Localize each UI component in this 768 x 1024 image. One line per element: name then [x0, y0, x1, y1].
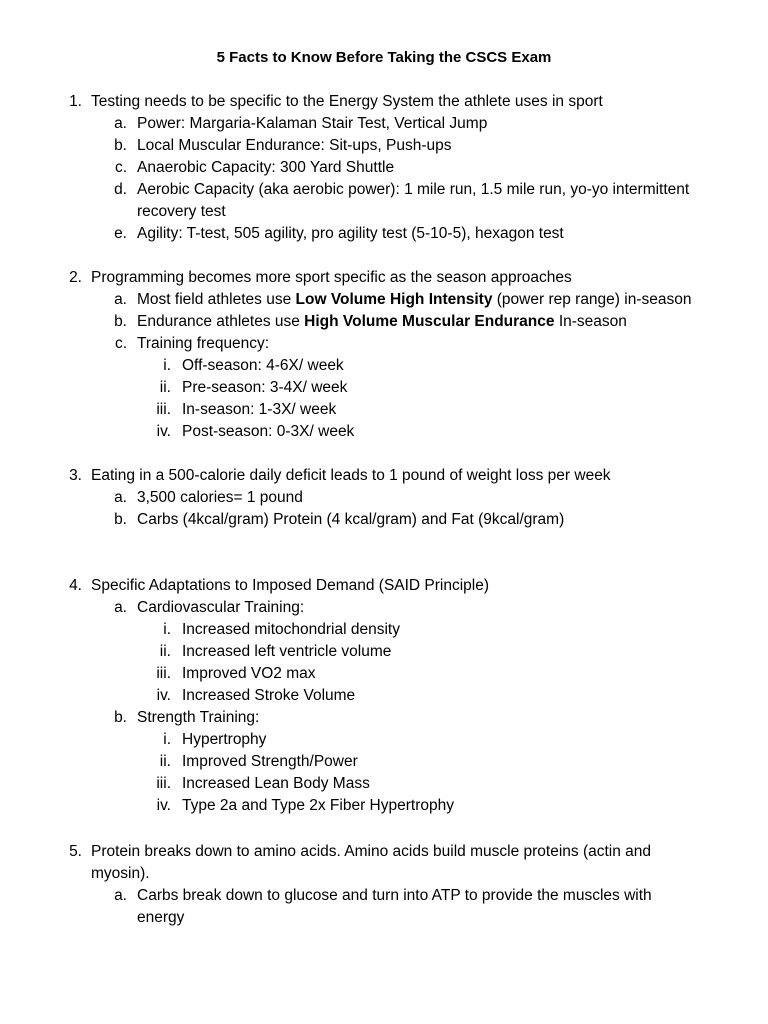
section-heading-label: 5.: [69, 843, 82, 860]
subitem-text: Hypertrophy: [182, 731, 267, 748]
item-text-cont: recovery test: [137, 203, 226, 220]
section-heading-label: 2.: [69, 269, 82, 286]
sub-list-item-label: i.: [163, 731, 171, 748]
subitem-text: Post-season: 0-3X/ week: [182, 423, 355, 440]
sub-list-item-label: i.: [163, 621, 171, 638]
item-text: Local Muscular Endurance: Sit-ups, Push-ups: [137, 137, 452, 154]
item-text: Strength Training:: [137, 709, 260, 726]
item-text: Endurance athletes use: [137, 313, 305, 330]
subitem-text: Off-season: 4-6X/ week: [182, 357, 344, 374]
item-emphasis: High Volume Muscular Endurance: [304, 313, 555, 330]
subitem-text: Increased Stroke Volume: [182, 687, 356, 704]
sub-list-item-label: ii.: [159, 753, 171, 770]
item-text: Cardiovascular Training:: [137, 599, 305, 616]
list-item-label: d.: [114, 181, 127, 198]
list-item-label: a.: [114, 599, 127, 616]
subitem-text: Type 2a and Type 2x Fiber Hypertrophy: [182, 797, 454, 814]
list-item-label: b.: [114, 511, 127, 528]
subitem-text: Increased mitochondrial density: [182, 621, 400, 638]
list-item-label: a.: [114, 489, 127, 506]
list-item-label: b.: [114, 137, 127, 154]
list-item-label: b.: [114, 313, 127, 330]
list-item-label: a.: [114, 291, 127, 308]
sub-list-item-label: iv.: [156, 423, 171, 440]
subitem-text: Increased left ventricle volume: [182, 643, 392, 660]
section-heading-text: Specific Adaptations to Imposed Demand (SAID Principle): [91, 577, 490, 594]
item-text: Training frequency:: [137, 335, 270, 352]
item-text-after: In-season: [554, 313, 627, 330]
item-text: Carbs (4kcal/gram) Protein (4 kcal/gram) and Fat (9kcal/gram): [137, 511, 565, 528]
section-heading-text: Protein breaks down to amino acids. Amino acids build muscle proteins (actin and: [91, 843, 652, 860]
section-heading-label: 3.: [69, 467, 82, 484]
list-item-label: b.: [114, 709, 127, 726]
list-item-label: c.: [114, 335, 127, 352]
item-text-cont: energy: [137, 909, 185, 926]
subitem-text: In-season: 1-3X/ week: [182, 401, 337, 418]
list-item-label: a.: [114, 887, 127, 904]
subitem-text: Improved VO2 max: [182, 665, 316, 682]
item-text: Agility: T-test, 505 agility, pro agility test (5-10-5), hexagon test: [137, 225, 564, 242]
item-text: 3,500 calories= 1 pound: [137, 489, 303, 506]
list-item-label: a.: [114, 115, 127, 132]
sub-list-item-label: ii.: [159, 379, 171, 396]
section-heading-cont: myosin).: [91, 865, 150, 882]
sub-list-item-label: ii.: [159, 643, 171, 660]
section-heading-label: 4.: [69, 577, 82, 594]
sub-list-item-label: iv.: [156, 797, 171, 814]
subitem-text: Increased Lean Body Mass: [182, 775, 370, 792]
list-item-label: c.: [114, 159, 127, 176]
sub-list-item-label: iii.: [156, 401, 171, 418]
item-emphasis: Low Volume High Intensity: [295, 291, 493, 308]
item-text: Most field athletes use: [137, 291, 296, 308]
document-title: 5 Facts to Know Before Taking the CSCS Exam: [216, 49, 552, 66]
sub-list-item-label: iii.: [156, 665, 171, 682]
sub-list-item-label: iii.: [156, 775, 171, 792]
item-text: Aerobic Capacity (aka aerobic power): 1 mile run, 1.5 mile run, yo-yo intermittent: [137, 181, 690, 198]
item-text-after: (power rep range) in-season: [492, 291, 692, 308]
sub-list-item-label: i.: [163, 357, 171, 374]
subitem-text: Improved Strength/Power: [182, 753, 358, 770]
section-heading-text: Eating in a 500-calorie daily deficit leads to 1 pound of weight loss per week: [91, 467, 611, 484]
subitem-text: Pre-season: 3-4X/ week: [182, 379, 348, 396]
section-heading-text: Testing needs to be specific to the Energy System the athlete uses in sport: [91, 93, 603, 110]
section-heading-text: Programming becomes more sport specific as the season approaches: [91, 269, 572, 286]
section-heading-label: 1.: [69, 93, 82, 110]
sub-list-item-label: iv.: [156, 687, 171, 704]
item-text: Power: Margaria-Kalaman Stair Test, Vertical Jump: [137, 115, 488, 132]
item-text: Anaerobic Capacity: 300 Yard Shuttle: [137, 159, 395, 176]
list-item-label: e.: [114, 225, 127, 242]
item-text: Carbs break down to glucose and turn into ATP to provide the muscles with: [137, 887, 652, 904]
